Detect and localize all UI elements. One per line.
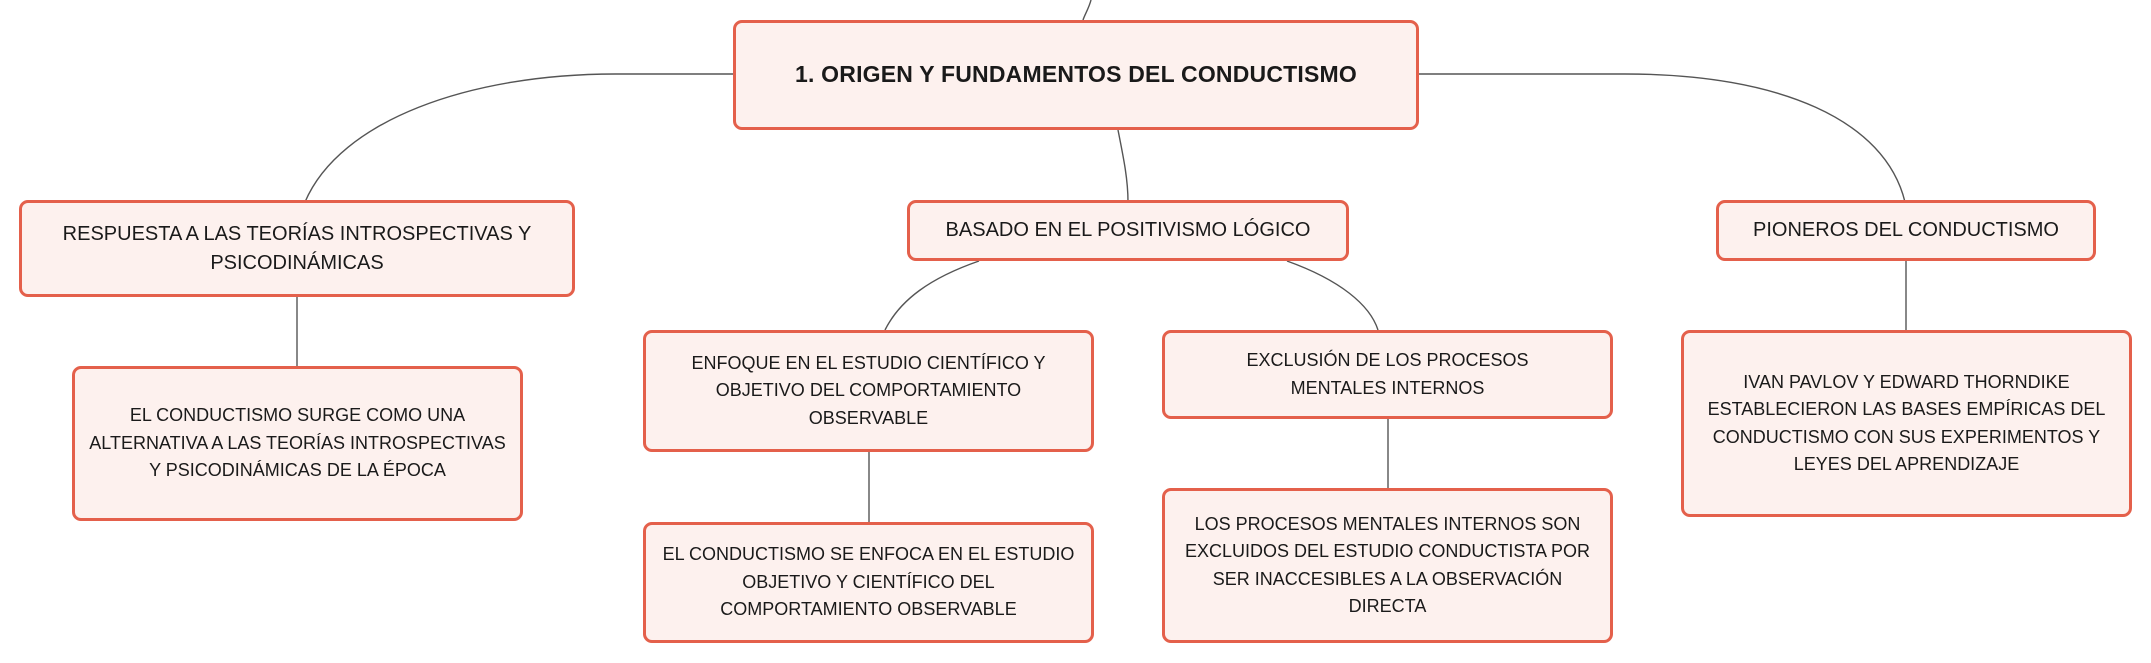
root-node-label: 1. ORIGEN Y FUNDAMENTOS DEL CONDUCTISMO [795, 61, 1357, 88]
branch-node-positivismo-label: BASADO EN EL POSITIVISMO LÓGICO [945, 219, 1311, 241]
branch-node-pioneros[interactable] [1716, 200, 2096, 261]
leaf-node-pavlov-thorndike-label: IVAN PAVLOV Y EDWARD THORNDIKE ESTABLECIERON LAS BASES EMPÍRICAS DEL CONDUCTISMO CON SUS EXPERIMENTOS Y LEYES DEL APRENDIZAJE [1707, 371, 2106, 474]
connector-root-left [305, 74, 733, 202]
branch-node-respuesta[interactable] [19, 200, 575, 297]
branch-node-respuesta-label: RESPUESTA A LAS TEORÍAS INTROSPECTIVAS Y PSICODINÁMICAS [62, 222, 532, 274]
leaf-node-surge-alternativa-label: EL CONDUCTISMO SURGE COMO UNA ALTERNATIVA A LAS TEORÍAS INTROSPECTIVAS Y PSICODINÁMICAS DE LA ÉPOCA [89, 405, 506, 481]
sub-node-enfoque-label: ENFOQUE EN EL ESTUDIO CIENTÍFICO Y OBJETIVO DEL COMPORTAMIENTO OBSERVABLE [691, 352, 1046, 428]
branch-node-positivismo[interactable] [907, 200, 1349, 261]
sub-node-enfoque[interactable] [643, 330, 1094, 452]
connector-parent-root [1083, 0, 1091, 20]
leaf-node-pavlov-thorndike[interactable] [1681, 330, 2132, 517]
leaf-node-procesos-excluidos-label: LOS PROCESOS MENTALES INTERNOS SON EXCLUIDOS DEL ESTUDIO CONDUCTISTA POR SER INACCESIBLES A LA OBSERVACIÓN DIRECTA [1184, 513, 1591, 616]
connector-root-right [1419, 74, 1905, 202]
root-node[interactable] [733, 20, 1419, 130]
leaf-node-procesos-excluidos[interactable] [1162, 488, 1613, 643]
leaf-node-enfoca-estudio-label: EL CONDUCTISMO SE ENFOCA EN EL ESTUDIO OBJETIVO Y CIENTÍFICO DEL COMPORTAMIENTO OBSERVABLE [662, 544, 1075, 620]
connector-root-middle [1118, 130, 1128, 202]
branch-node-pioneros-label: PIONEROS DEL CONDUCTISMO [1753, 219, 2059, 241]
connector-middle-exclusion [1287, 261, 1378, 330]
leaf-node-enfoca-estudio[interactable] [643, 522, 1094, 643]
sub-node-exclusion-label: EXCLUSIÓN DE LOS PROCESOS MENTALES INTERNOS [1246, 350, 1529, 398]
sub-node-exclusion[interactable] [1162, 330, 1613, 419]
connector-middle-enfoque [885, 261, 979, 330]
leaf-node-surge-alternativa[interactable] [72, 366, 523, 521]
